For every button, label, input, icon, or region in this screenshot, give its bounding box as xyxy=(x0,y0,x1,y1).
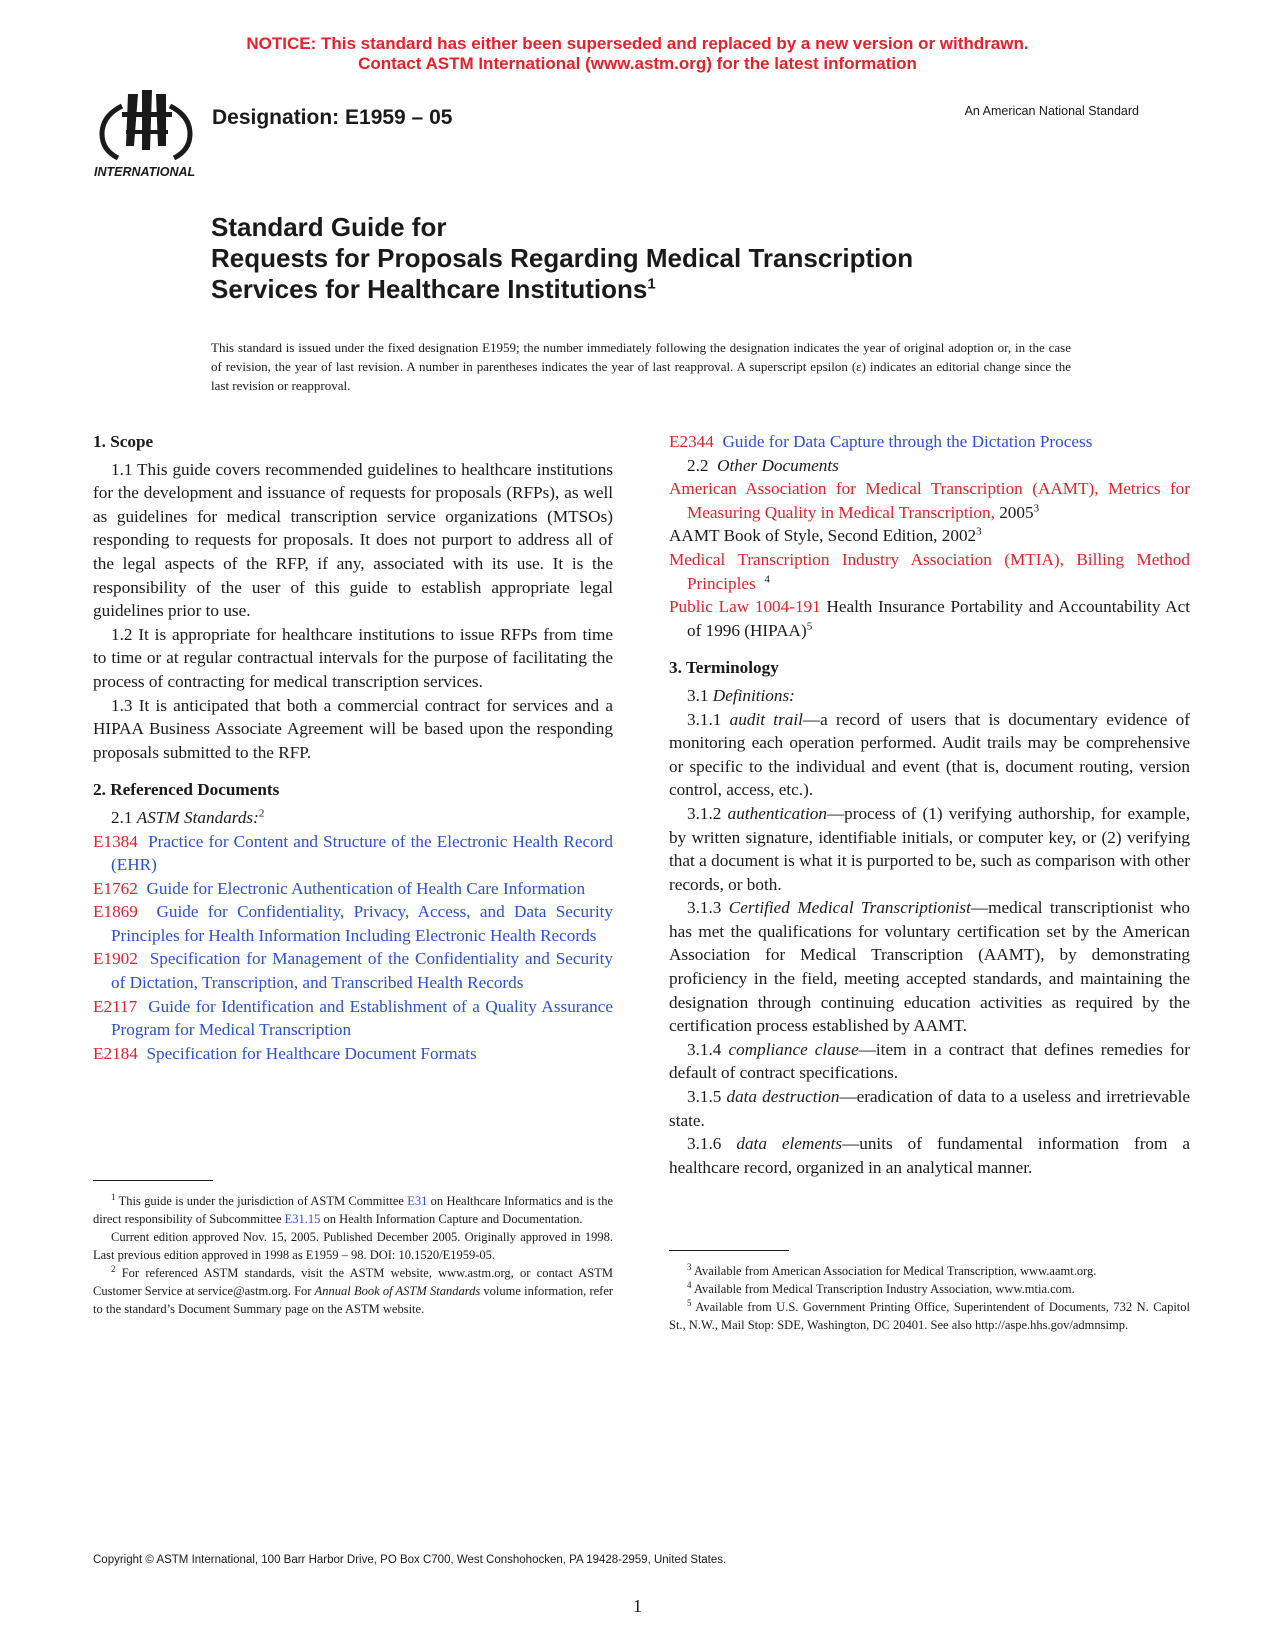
term-name: compliance clause xyxy=(728,1039,859,1059)
title-footnote-ref[interactable]: 1 xyxy=(647,275,656,293)
astm-standards-footnote-ref[interactable]: 2 xyxy=(258,807,265,820)
footnote-marker: 2 xyxy=(111,1263,116,1274)
other-ref-footnote-ref[interactable]: 3 xyxy=(976,525,982,538)
term-audit-trail xyxy=(669,708,1190,802)
other-ref-year: 2005 xyxy=(999,502,1034,522)
ref-code[interactable]: E2117 xyxy=(93,996,138,1016)
other-ref-footnote-ref[interactable]: 4 xyxy=(764,572,770,585)
notice-line-1: NOTICE: This standard has either been superseded and replaced by a new version or withdrawn. xyxy=(246,34,1029,53)
ref-e1762[interactable] xyxy=(93,877,613,901)
notice-banner xyxy=(0,34,1275,74)
term-num: 3.1.6 xyxy=(687,1134,722,1154)
footnote-italic: Annual Book of ASTM Standards xyxy=(314,1284,481,1298)
footnote-5 xyxy=(669,1298,1190,1334)
footnote-text: This guide is under the jurisdiction of ASTM Committee xyxy=(118,1194,404,1208)
ref-title[interactable]: Specification for Management of the Confidentiality and Security of Dictation, Transcription, and Transcribed Health Records xyxy=(111,949,613,993)
definitions-text: Definitions: xyxy=(712,685,795,705)
footnote-marker: 3 xyxy=(687,1261,692,1272)
scope-paragraph-2: 1.2 It is appropriate for healthcare institutions to issue RFPs from time to time or at regular contractual intervals for the purpose of facilitating the process of contracting for medical transcription services. xyxy=(93,624,613,691)
term-name: Certified Medical Transcriptionist xyxy=(728,898,971,918)
section-refdocs-heading: 2. Referenced Documents xyxy=(93,780,280,800)
footnote-text: Available from Medical Transcription Industry Association, www.mtia.com. xyxy=(693,1282,1075,1296)
other-ref-link[interactable]: Public Law 1004-191 xyxy=(669,597,821,617)
other-ref-text: Health Insurance Portability and Accountability Act of 1996 (HIPAA) xyxy=(687,597,1190,640)
ref-e2184[interactable] xyxy=(93,1042,613,1066)
ref-code[interactable]: E2344 xyxy=(669,432,714,451)
title-line-1: Standard Guide for xyxy=(211,212,447,242)
astm-logo-icon xyxy=(92,86,202,182)
page-number: 1 xyxy=(633,1596,642,1616)
term-num: 3.1.4 xyxy=(687,1039,722,1059)
scope-paragraph-1: 1.1 This guide covers recommended guidelines to healthcare institutions for the development and issuance of requests for proposals (RFPs), as well as guidelines for medical transcription service organizations (MTSOs) responding to requests for proposals. It does not purport to address all of the legal aspects of the RFP, if any, associated with its use. It is the responsibility of the user of this guide to establish appropriate legal guidelines prior to use. xyxy=(93,459,613,621)
document-title xyxy=(211,212,1111,305)
term-num: 3.1.5 xyxy=(687,1087,722,1107)
footnote-rule-left xyxy=(93,1180,213,1181)
footnote-marker: 5 xyxy=(687,1297,692,1308)
committee-link[interactable]: E31 xyxy=(407,1194,428,1208)
term-name: data destruction xyxy=(726,1087,840,1107)
footnote-text: For referenced ASTM standards, visit the ASTM website, www.astm.org, or contact ASTM Customer Service at service@astm.org. For xyxy=(93,1266,614,1298)
term-definition: —process of (1) verifying authorship, for example, by written signature, identifiable initials, or computer key, or (2) verifying that a document is what it is purported to be, such as comparison with other records, or both. xyxy=(669,803,1190,894)
term-definition: —medical transcriptionist who has met the qualifications for voluntary certification set by the American Association for Medical Transcription (AAMT), by demonstrating proficiency in the field, meeting accepted standards, and maintaining the designation through continuing education activities as required by the certification process established by AAMT. xyxy=(669,898,1191,1036)
footnote-2 xyxy=(93,1264,613,1318)
other-ref-aamt-style xyxy=(669,524,1190,548)
footnote-rule-right xyxy=(669,1250,789,1251)
american-national-standard-label: An American National Standard xyxy=(964,104,1139,118)
ref-code[interactable]: E2184 xyxy=(93,1043,138,1063)
title-line-2: Requests for Proposals Regarding Medical Transcription xyxy=(211,243,914,273)
term-name: authentication xyxy=(727,803,827,823)
title-line-3 xyxy=(211,274,1111,305)
definitions-num: 3.1 xyxy=(687,685,709,705)
ref-code[interactable]: E1902 xyxy=(93,949,138,969)
footnotes-right xyxy=(669,1262,1190,1334)
term-num: 3.1.1 xyxy=(687,709,722,729)
ref-e1384[interactable] xyxy=(93,830,613,877)
ref-e2117[interactable] xyxy=(93,995,613,1042)
other-ref-mtia[interactable] xyxy=(669,548,1190,595)
other-ref-link[interactable]: Medical Transcription Industry Association (MTIA), Billing Method Principles xyxy=(669,549,1190,593)
term-authentication xyxy=(669,802,1190,896)
term-definition: —a record of users that is documentary evidence of monitoring each operation performed. Audit trails may be comprehensive or specific to the individual and event (that is, document routing, version control, access, etc.). xyxy=(669,709,1190,800)
ref-e1869[interactable] xyxy=(93,900,613,947)
copyright: Copyright © ASTM International, 100 Barr Harbor Drive, PO Box C700, West Conshohocken, PA 19428-2959, United States. xyxy=(93,1554,727,1566)
footnote-marker: 4 xyxy=(687,1279,692,1290)
other-documents-label xyxy=(669,454,1190,478)
footnote-text: Available from American Association for Medical Transcription, www.aamt.org. xyxy=(693,1264,1097,1278)
footnote-text: on Health Information Capture and Documentation. xyxy=(323,1212,583,1226)
section-scope-heading: 1. Scope xyxy=(93,432,154,451)
ref-e1902[interactable] xyxy=(93,947,613,994)
footnote-marker: 1 xyxy=(111,1191,116,1202)
term-cmt xyxy=(669,896,1190,1038)
footnotes-left xyxy=(93,1192,613,1318)
other-ref-footnote-ref[interactable]: 5 xyxy=(806,620,813,633)
term-name: audit trail xyxy=(729,709,803,729)
footnote-text: on Healthcare Informatics and is the direct responsibility of Subcommittee xyxy=(93,1194,614,1226)
logo-wordmark: INTERNATIONAL xyxy=(94,165,196,179)
footnote-1 xyxy=(93,1192,613,1228)
footnote-1-edition: Current edition approved Nov. 15, 2005. Published December 2005. Originally approved in 1998. Last previous edition approved in 1998 as E1959 – 98. DOI: 10.1520/E1959-05. xyxy=(93,1230,613,1262)
other-ref-text: AAMT Book of Style, Second Edition, 2002 xyxy=(669,526,977,546)
other-documents-num: 2.2 xyxy=(687,455,709,475)
definitions-label xyxy=(669,684,1190,708)
subcommittee-link[interactable]: E31.15 xyxy=(284,1212,321,1226)
left-column xyxy=(93,430,613,1065)
term-data-elements xyxy=(669,1132,1190,1179)
ref-title[interactable]: Specification for Healthcare Document Formats xyxy=(146,1043,477,1063)
title-line-3-text: Services for Healthcare Institutions xyxy=(211,274,648,304)
other-ref-aamt-metrics[interactable] xyxy=(669,477,1190,524)
ref-title[interactable]: Guide for Confidentiality, Privacy, Access, and Data Security Principles for Health Information Including Electronic Health Records xyxy=(111,902,613,945)
astm-standards-num: 2.1 xyxy=(111,807,133,827)
ref-code[interactable]: E1762 xyxy=(93,878,138,898)
ref-title[interactable]: Guide for Electronic Authentication of Health Care Information xyxy=(146,878,586,898)
footnote-text: volume information, refer to the standard’s Document Summary page on the ASTM website. xyxy=(93,1284,614,1316)
ref-e2344[interactable] xyxy=(669,430,1190,454)
footnote-text: Available from U.S. Government Printing Office, Superintendent of Documents, 732 N. Capitol St., N.W., Mail Stop: SDE, Washington, DC 20401. See also http://aspe.hhs.gov/admnsimp. xyxy=(669,1300,1190,1332)
ref-title[interactable]: Guide for Data Capture through the Dictation Process xyxy=(722,432,1093,451)
designation: Designation: E1959 – 05 xyxy=(212,106,453,129)
astm-logo xyxy=(92,86,202,182)
section-terminology-heading: 3. Terminology xyxy=(669,658,779,678)
term-data-destruction xyxy=(669,1085,1190,1132)
footnote-3 xyxy=(669,1262,1190,1280)
term-compliance-clause xyxy=(669,1038,1190,1085)
other-ref-hipaa[interactable] xyxy=(669,595,1190,642)
other-ref-footnote-ref[interactable]: 3 xyxy=(1033,502,1040,515)
term-name: data elements xyxy=(736,1134,843,1154)
scope-paragraph-3: 1.3 It is anticipated that both a commercial contract for services and a HIPAA Business Associate Agreement will be based upon the responding proposals submitted to the RFP. xyxy=(93,695,613,762)
other-documents-text: Other Documents xyxy=(717,455,839,475)
preamble: This standard is issued under the fixed designation E1959; the number immediately following the designation indicates the year of original adoption or, in the case of revision, the year of last revision. A number in parentheses indicates the year of last reapproval. A superscript epsilon (ε) indicates an editorial change since the last revision or reapproval. xyxy=(211,340,1071,393)
ref-code[interactable]: E1869 xyxy=(93,902,138,922)
right-column xyxy=(669,430,1190,1179)
ref-title[interactable]: Guide for Identification and Establishment of a Quality Assurance Program for Medical Transcription xyxy=(111,996,614,1040)
notice-line-2: Contact ASTM International (www.astm.org) for the latest information xyxy=(358,54,917,73)
other-ref-link[interactable]: American Association for Medical Transcription (AAMT), Metrics for Measuring Quality in Medical Transcription, xyxy=(669,479,1190,522)
term-definition: —eradication of data to a useless and irretrievable state. xyxy=(669,1087,1190,1130)
astm-standards-text: ASTM Standards: xyxy=(136,807,259,827)
term-definition: —item in a contract that defines remedies for default of contract specifications. xyxy=(669,1039,1190,1083)
term-definition: —units of fundamental information from a healthcare record, organized in an analytical manner. xyxy=(669,1134,1190,1177)
ref-code[interactable]: E1384 xyxy=(93,831,138,851)
term-num: 3.1.3 xyxy=(687,898,722,918)
footnote-4 xyxy=(669,1280,1190,1298)
term-num: 3.1.2 xyxy=(687,803,722,823)
ref-title[interactable]: Practice for Content and Structure of the Electronic Health Record (EHR) xyxy=(111,831,613,875)
astm-standards-label xyxy=(93,806,613,830)
